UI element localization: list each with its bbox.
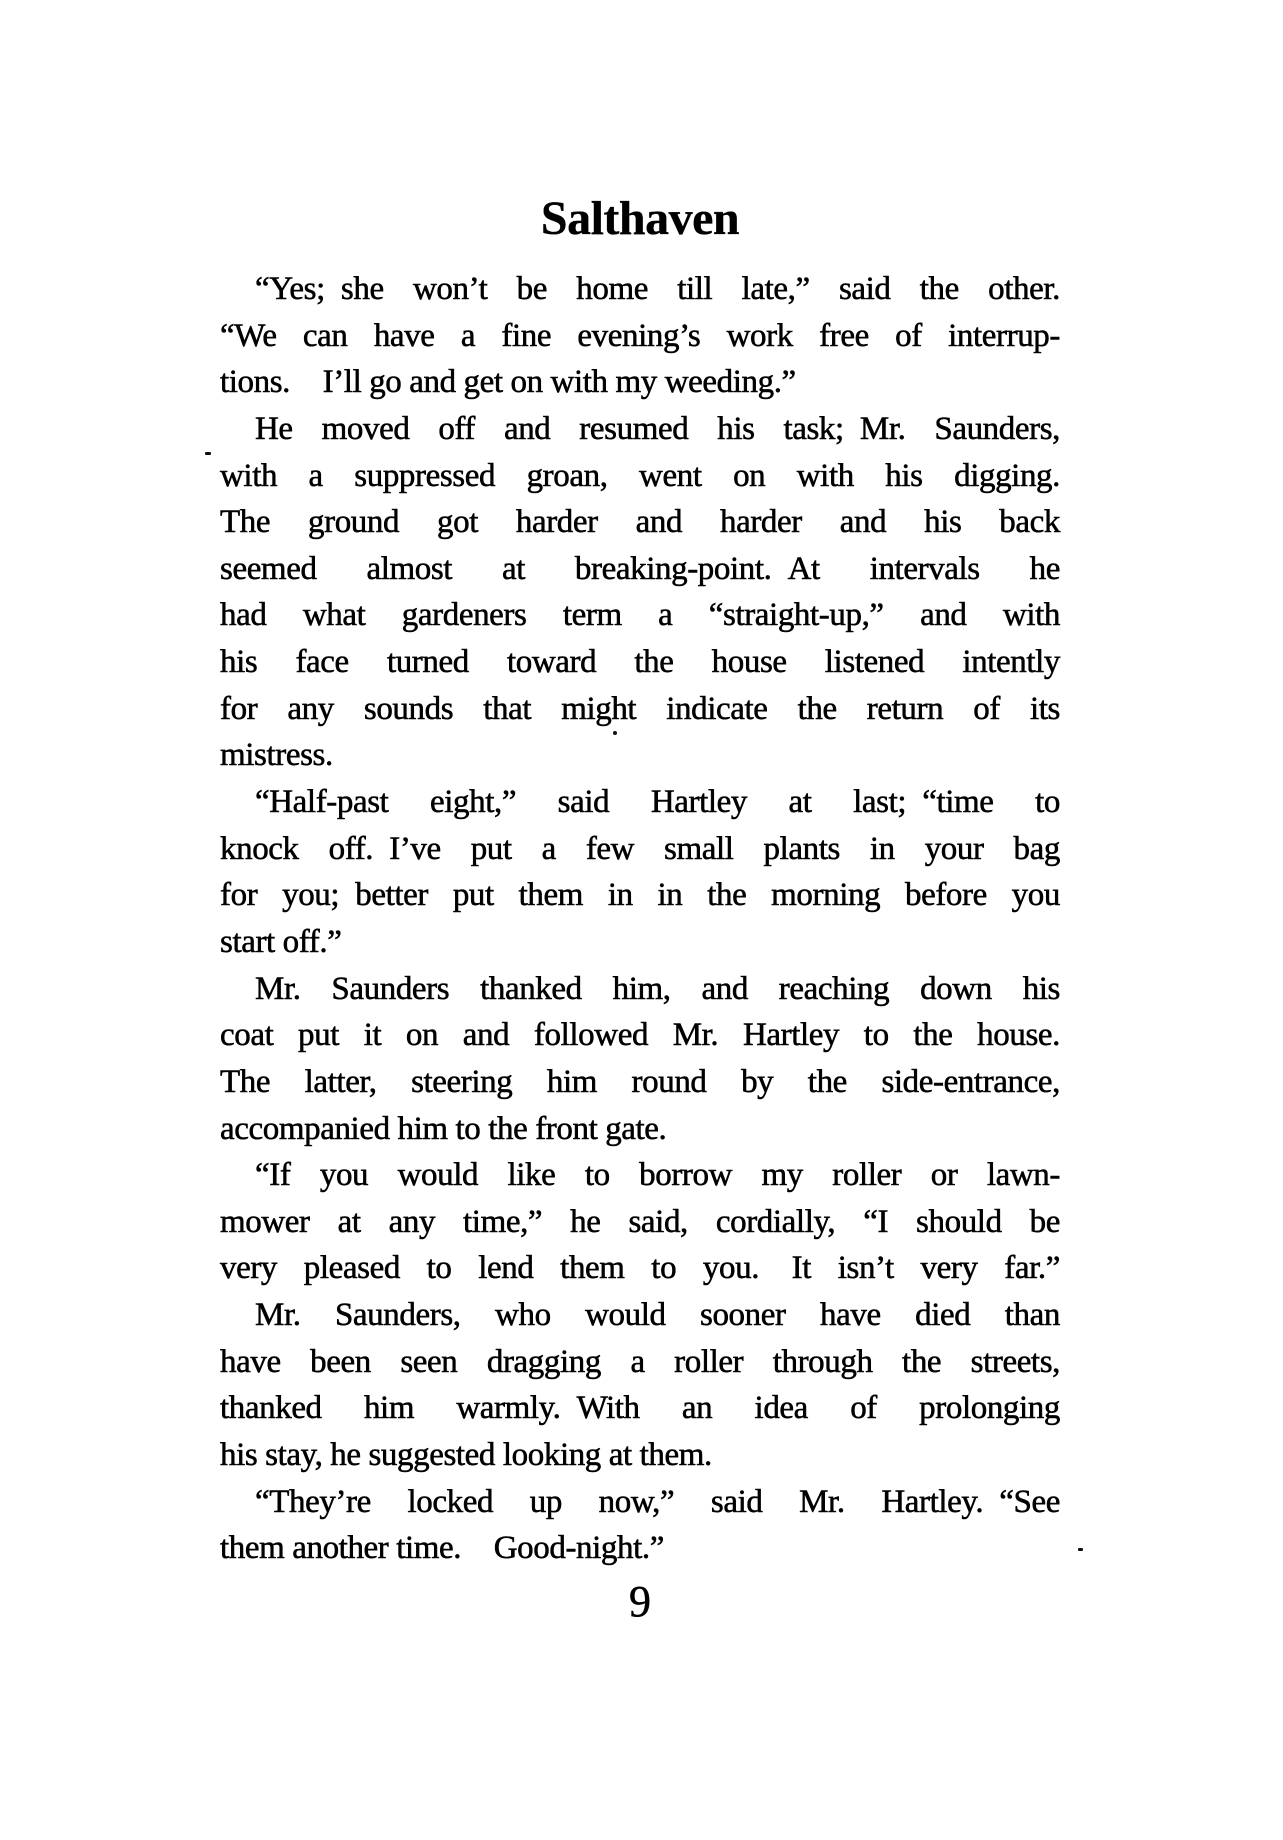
text-line: He moved off and resumed his task; Mr. Saunders, [255,410,1060,447]
text-line: “Half-past eight,” said Hartley at last; “time to [255,784,1060,821]
text-line: “They’re locked up now,” said Mr. Hartley. “See [255,1483,1060,1520]
text-line: very pleased to lend them to you. It isn’t very far.” [220,1250,1060,1287]
text-line: “Yes; she won’t be home till late,” said the other. [255,271,1060,307]
text-line: mistress. [220,737,333,774]
text-line: for any sounds that might indicate the return of its [220,690,1060,727]
text-line: his stay, he suggested looking at them. [220,1437,712,1474]
page-number: 9 [629,1577,651,1626]
text-body [220,266,1060,1572]
text-line: have been seen dragging a roller through the streets, [220,1343,1060,1380]
text-line: thanked him warmly. With an idea of prolonging [220,1390,1060,1427]
text-line: The latter, steering him round by the side-entrance, [220,1063,1060,1100]
text-line: for you; better put them in in the morning before you [220,877,1060,914]
text-line: had what gardeners term a “straight-up,” and with [220,597,1060,634]
text-line: seemed almost at breaking-point. At intervals he [220,550,1060,587]
text-line: them another time. Good-night.” [220,1530,664,1567]
running-head-title: Salthaven [540,192,740,245]
ink-speck [205,452,211,455]
text-line: coat put it on and followed Mr. Hartley to the house. [220,1017,1060,1054]
text-line: accompanied him to the front gate. [220,1110,667,1147]
text-line: Mr. Saunders thanked him, and reaching down his [255,970,1060,1007]
text-line: tions. I’ll go and get on with my weeding.” [220,364,796,401]
ink-speck [613,731,617,735]
text-line: Mr. Saunders, who would sooner have died than [255,1297,1060,1334]
text-line: mower at any time,” he said, cordially, “I should be [220,1203,1060,1240]
text-line: “We can have a fine evening’s work free of interrup- [220,317,1060,354]
ink-speck [1078,1548,1083,1551]
text-line: “If you would like to borrow my roller or lawn- [255,1157,1060,1194]
text-line: The ground got harder and harder and his back [220,504,1060,541]
text-line: start off.” [220,923,342,960]
text-line: with a suppressed groan, went on with his digging. [220,457,1060,494]
text-line: knock off. I’ve put a few small plants in your bag [220,830,1060,867]
text-line: his face turned toward the house listened intently [220,644,1060,681]
